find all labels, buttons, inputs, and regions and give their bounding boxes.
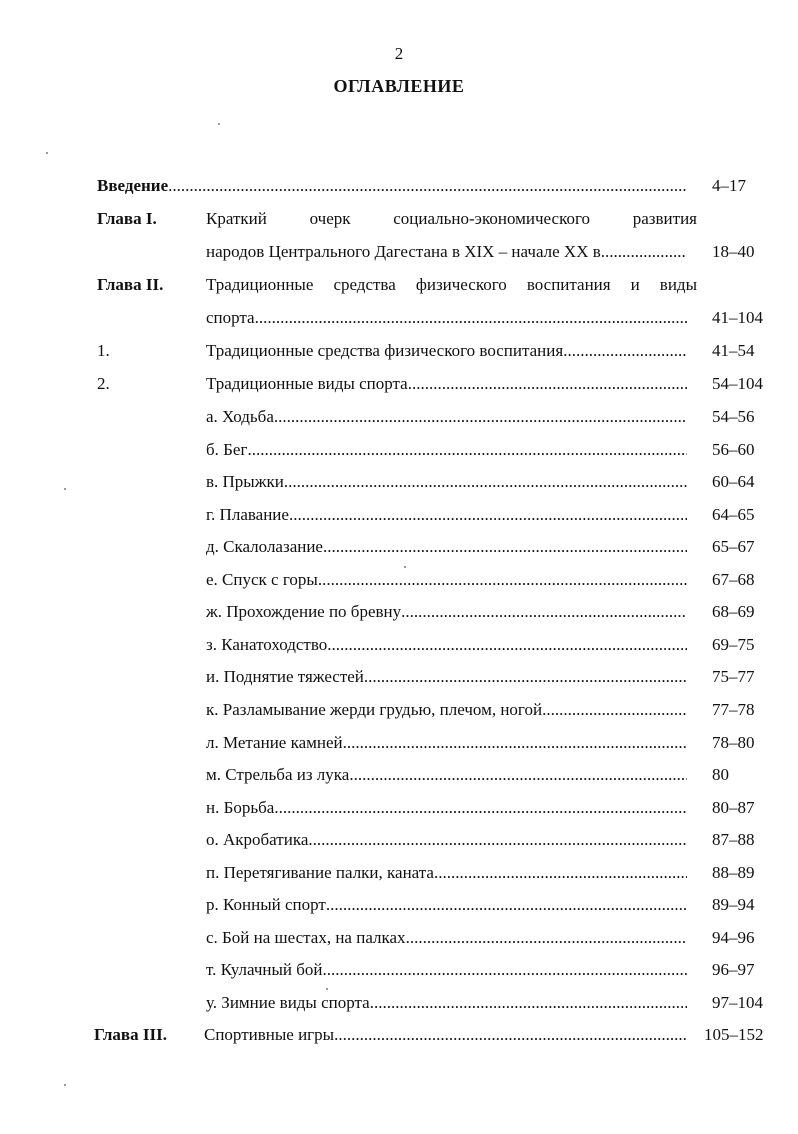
toc-subsection-title: к. Разламывание жерди грудью, плечом, ногой	[206, 700, 543, 719]
leader-dots	[601, 238, 687, 266]
toc-subsection-pages: 56–60	[712, 440, 755, 459]
toc-chapter-2	[0, 271, 798, 299]
toc-chapter-2-label: Глава II.	[97, 275, 164, 294]
word: очерк	[309, 209, 351, 228]
toc-subsection-title: д. Скалолазание	[206, 537, 323, 556]
toc-subsection-pages: 68–69	[712, 602, 755, 621]
leader-dots	[563, 337, 687, 365]
leader-dots	[542, 696, 687, 724]
leader-dots	[255, 304, 687, 332]
toc-subsection	[0, 794, 798, 822]
leader-dots	[323, 533, 687, 561]
toc-subsection-pages: 88–89	[712, 863, 755, 882]
leader-dots	[343, 729, 687, 757]
toc-subsection-title: р. Конный спорт	[206, 895, 326, 914]
toc-section-number: 1.	[97, 341, 110, 360]
leader-dots	[406, 924, 687, 952]
toc-subsection	[0, 663, 798, 691]
toc-subsection-pages: 89–94	[712, 895, 755, 914]
toc-chapter-1-pages: 18–40	[712, 242, 755, 261]
word: средства	[333, 275, 396, 294]
toc-subsection	[0, 859, 798, 887]
scan-speck	[64, 1084, 66, 1086]
toc-chapter-1-label: Глава I.	[97, 209, 157, 228]
leader-dots	[364, 663, 687, 691]
toc-subsection-pages: 97–104	[712, 993, 763, 1012]
page-number: 2	[394, 44, 404, 63]
scan-speck	[326, 988, 328, 990]
toc-subsection	[0, 566, 798, 594]
toc-subsection	[0, 631, 798, 659]
toc-chapter-1-title-line1	[206, 205, 697, 233]
toc-subsection-title: п. Перетягивание палки, каната	[206, 863, 434, 882]
toc-chapter-3-title: Спортивные игры	[204, 1025, 335, 1044]
toc-chapter-1-line2	[0, 238, 798, 266]
toc-subsection-title: ж. Прохождение по бревну	[206, 602, 402, 621]
toc-section-pages: 41–54	[712, 341, 755, 360]
toc-intro-label: Введение	[97, 176, 169, 195]
toc-subsection	[0, 891, 798, 919]
toc-subsection	[0, 696, 798, 724]
toc-subsection-pages: 94–96	[712, 928, 755, 947]
toc-subsection-title: н. Борьба	[206, 798, 275, 817]
toc-subsection	[0, 501, 798, 529]
leader-dots	[334, 1021, 687, 1049]
leader-dots	[318, 566, 687, 594]
leader-dots	[408, 370, 687, 398]
leader-dots	[284, 468, 687, 496]
toc-section-title: Традиционные средства физического воспитания	[206, 341, 564, 360]
toc-chapter-3	[0, 1021, 798, 1049]
toc-subsection-title: м. Стрельба из лука	[206, 765, 350, 784]
toc-subsection-pages: 60–64	[712, 472, 755, 491]
toc-subsection-pages: 80	[712, 765, 729, 784]
toc-subsection-title: в. Прыжки	[206, 472, 284, 491]
toc-subsection-pages: 64–65	[712, 505, 755, 524]
toc-subsection-pages: 80–87	[712, 798, 755, 817]
toc-chapter-3-pages: 105–152	[704, 1025, 764, 1044]
toc-subsection-pages: 54–56	[712, 407, 755, 426]
toc-subsection	[0, 924, 798, 952]
toc-subsection-title: т. Кулачный бой	[206, 960, 323, 979]
toc-subsection	[0, 729, 798, 757]
word: Традиционные	[206, 275, 314, 294]
scan-speck	[64, 488, 66, 490]
toc-subsection	[0, 436, 798, 464]
leader-dots	[326, 891, 687, 919]
toc-subsection-title: у. Зимние виды спорта	[206, 993, 370, 1012]
toc-subsection	[0, 826, 798, 854]
toc-subsection-pages: 96–97	[712, 960, 755, 979]
leader-dots	[168, 172, 687, 200]
toc-subsection-pages: 65–67	[712, 537, 755, 556]
page-title: ОГЛАВЛЕНИЕ	[333, 76, 465, 96]
leader-dots	[274, 403, 687, 431]
toc-subsection-title: л. Метание камней	[206, 733, 343, 752]
toc-subsection-title: а. Ходьба	[206, 407, 274, 426]
toc-subsection	[0, 403, 798, 431]
leader-dots	[322, 956, 687, 984]
toc-chapter-2-title-line2: спорта	[206, 308, 255, 327]
toc-subsection	[0, 533, 798, 561]
toc-subsection-title: и. Поднятие тяжестей	[206, 667, 364, 686]
word: физического	[415, 275, 507, 294]
toc-chapter-2-pages: 41–104	[712, 308, 763, 327]
toc-intro-pages: 4–17	[712, 176, 746, 195]
leader-dots	[247, 436, 687, 464]
toc-subsection-title: с. Бой на шестах, на палках	[206, 928, 406, 947]
toc-subsection-title: з. Канатоходство	[206, 635, 328, 654]
toc-subsection-pages: 77–78	[712, 700, 755, 719]
word: воспитания	[526, 275, 611, 294]
toc-chapter-3-label: Глава III.	[94, 1025, 167, 1044]
scan-speck	[46, 152, 48, 154]
leader-dots	[401, 598, 687, 626]
word: Краткий	[206, 209, 267, 228]
toc-section	[0, 370, 798, 398]
leader-dots	[349, 761, 687, 789]
toc-section-number: 2.	[97, 374, 110, 393]
toc-subsection-title: о. Акробатика	[206, 830, 309, 849]
toc-section	[0, 337, 798, 365]
word: виды	[659, 275, 697, 294]
leader-dots	[308, 826, 687, 854]
toc-subsection-title: б. Бег	[206, 440, 248, 459]
word: развития	[632, 209, 697, 228]
toc-subsection-title: е. Спуск с горы	[206, 570, 318, 589]
toc-subsection-pages: 87–88	[712, 830, 755, 849]
toc-subsection	[0, 761, 798, 789]
toc-chapter-1-title-line2: народов Центрального Дагестана в XIX – начале XX в	[206, 242, 601, 261]
toc-subsection	[0, 956, 798, 984]
toc-chapter-2-line2	[0, 304, 798, 332]
toc-subsection	[0, 598, 798, 626]
leader-dots	[289, 501, 687, 529]
toc-section-title: Традиционные виды спорта	[206, 374, 408, 393]
scan-speck	[404, 566, 406, 568]
leader-dots	[370, 989, 687, 1017]
toc-subsection-pages: 78–80	[712, 733, 755, 752]
leader-dots	[274, 794, 687, 822]
toc-subsection-title: г. Плавание	[206, 505, 289, 524]
toc-chapter-2-title-line1	[206, 271, 697, 299]
word: и	[630, 275, 640, 294]
scan-speck	[218, 123, 220, 125]
toc-chapter-1	[0, 205, 798, 233]
word: социально-экономического	[393, 209, 591, 228]
leader-dots	[327, 631, 687, 659]
toc-section-pages: 54–104	[712, 374, 763, 393]
toc-subsection-pages: 67–68	[712, 570, 755, 589]
toc-subsection	[0, 468, 798, 496]
toc-subsection-pages: 75–77	[712, 667, 755, 686]
toc-intro	[0, 172, 798, 200]
toc-subsection	[0, 989, 798, 1017]
leader-dots	[434, 859, 687, 887]
toc-subsection-pages: 69–75	[712, 635, 755, 654]
